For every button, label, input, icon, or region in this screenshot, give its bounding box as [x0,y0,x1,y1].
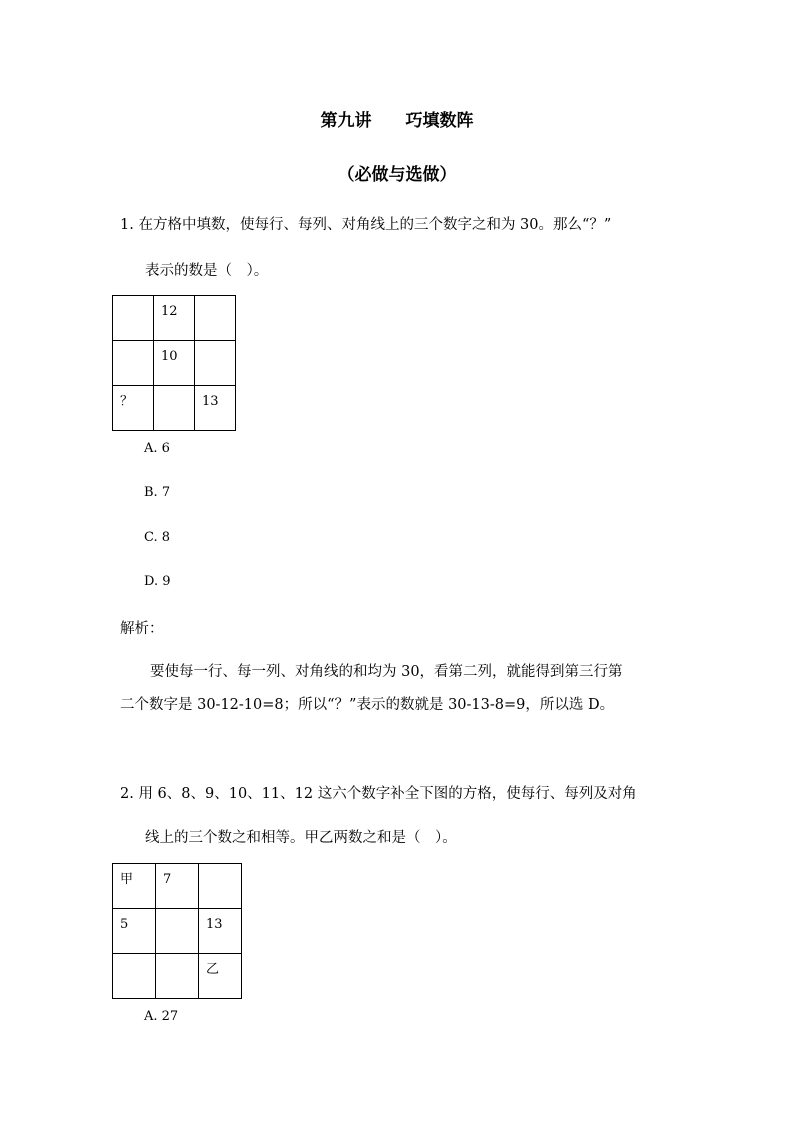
lesson-topic: 巧填数阵 [405,111,474,131]
q2-cell [113,954,156,999]
q2-cell [199,864,242,909]
q2-cell [156,909,199,954]
lesson-subtitle: （必做与选做） [337,165,457,185]
q1-cell [154,386,195,431]
q2-cell: 13 [199,909,242,954]
q2-cell: 7 [156,864,199,909]
q1-cell: 12 [154,296,195,341]
q2-text-line1: 2. 用 6、8、9、10、11、12 这六个数字补全下图的方格，使每行、每列及对角 [120,786,637,802]
q1-cell [113,341,154,386]
q1-text-line1: 1. 在方格中填数，使每行、每列、对角线上的三个数字之和为 30。那么“？” [120,217,612,233]
q1-cell [195,296,236,341]
q1-option-d: D. 9 [144,574,171,589]
table-row [113,864,242,909]
q2-magic-square [112,863,242,999]
q2-cell: 5 [113,909,156,954]
q2-cell [156,954,199,999]
q2-cell: 乙 [199,954,242,999]
q1-option-c: C. 8 [144,530,171,545]
analysis-line1: 要使每一行、每一列、对角线的和均为 30，看第二列，就能得到第三行第 [150,664,623,680]
q1-cell: ？ [113,386,154,431]
q1-cell: 10 [154,341,195,386]
table-row [113,954,242,999]
q1-cell [113,296,154,341]
table-row [113,386,236,431]
table-row [113,909,242,954]
table-row [113,341,236,386]
lesson-number: 第九讲 [320,111,372,131]
q2-cell: 甲 [113,864,156,909]
q1-option-a: A. 6 [144,441,170,456]
lesson-title [0,106,794,131]
q1-cell: 13 [195,386,236,431]
q1-magic-square [112,295,236,431]
analysis-label: 解析： [120,621,164,637]
analysis-line2: 二个数字是 30-12-10=8；所以“？”表示的数就是 30-13-8=9，所以选 D。 [120,697,615,713]
q1-text-line2: 表示的数是（ ）。 [145,263,269,279]
q2-option-a: A. 27 [144,1009,179,1024]
table-row [113,296,236,341]
q1-option-b: B. 7 [144,485,171,500]
q1-cell [195,341,236,386]
q2-text-line2: 线上的三个数之和相等。甲乙两数之和是（ ）。 [145,830,457,846]
